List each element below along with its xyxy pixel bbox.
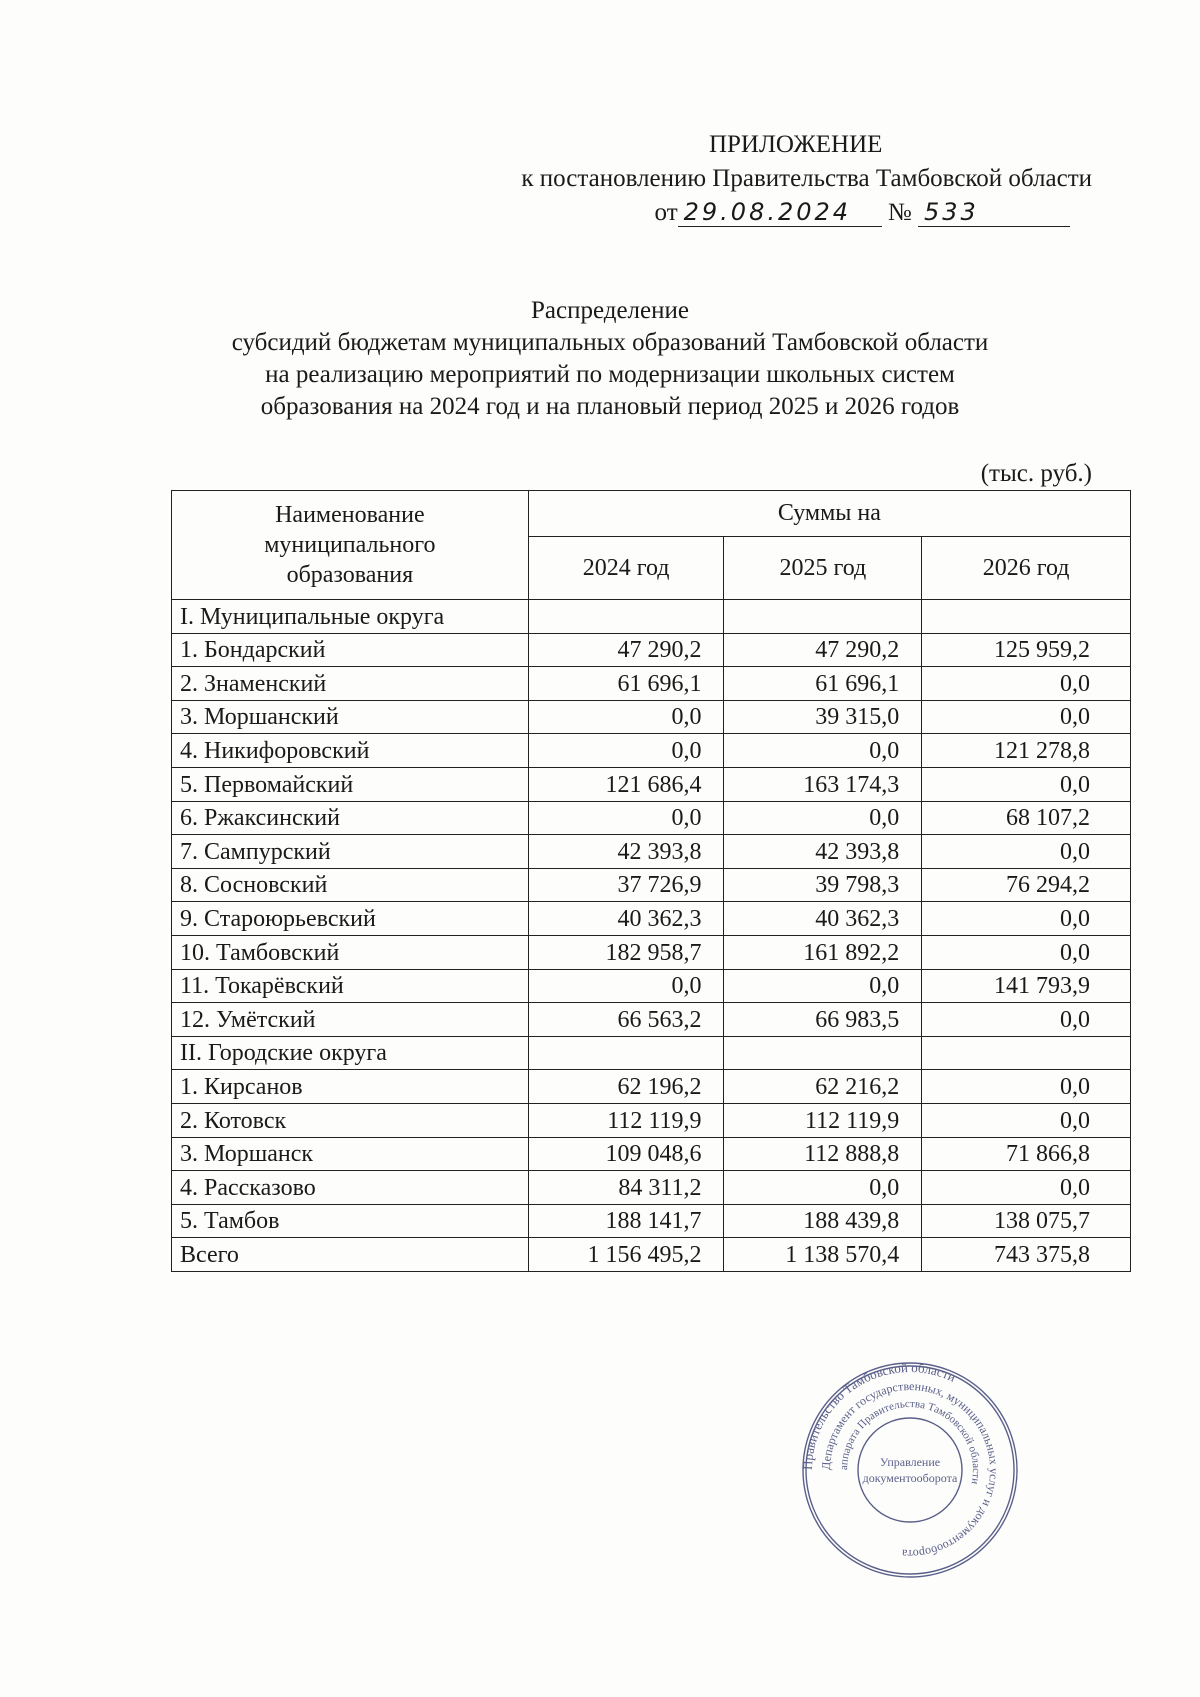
row-name: 4. Никифоровский xyxy=(172,734,529,768)
row-name: 3. Моршанский xyxy=(172,700,529,734)
col-header-2024: 2024 год xyxy=(528,537,724,600)
row-value-2025: 39 315,0 xyxy=(724,700,922,734)
row-name: 2. Знаменский xyxy=(172,667,529,701)
row-value-2025: 47 290,2 xyxy=(724,633,922,667)
row-name: I. Муниципальные округа xyxy=(172,600,529,634)
row-name: 10. Тамбовский xyxy=(172,935,529,969)
row-value-2026: 0,0 xyxy=(922,700,1131,734)
resolution-number: 533 xyxy=(918,198,1070,227)
row-value-2024: 37 726,9 xyxy=(528,868,724,902)
seal-center-line-2: документооборота xyxy=(862,1471,958,1485)
row-value-2025: 0,0 xyxy=(724,734,922,768)
row-value-2025: 188 439,8 xyxy=(724,1204,922,1238)
resolution-date: 29.08.2024 xyxy=(678,198,882,227)
row-name: 1. Кирсанов xyxy=(172,1070,529,1104)
table-row xyxy=(172,801,1131,835)
row-name: 5. Тамбов xyxy=(172,1204,529,1238)
appendix-label: ПРИЛОЖЕНИЕ xyxy=(708,131,883,158)
row-value-2025: 0,0 xyxy=(724,801,922,835)
row-value-2024: 47 290,2 xyxy=(528,633,724,667)
row-name: 2. Котовск xyxy=(172,1103,529,1137)
table-row xyxy=(172,1070,1131,1104)
row-value-2024: 182 958,7 xyxy=(528,935,724,969)
row-value-2024: 121 686,4 xyxy=(528,767,724,801)
row-value-2026: 76 294,2 xyxy=(922,868,1131,902)
seal-inner-text: аппарата Правительства Тамбовской области xyxy=(837,1397,983,1486)
row-value-2025: 0,0 xyxy=(724,969,922,1003)
row-value-2026 xyxy=(922,1036,1131,1070)
row-name: 1. Бондарский xyxy=(172,633,529,667)
col-header-2026: 2026 год xyxy=(922,537,1131,600)
row-value-2025: 61 696,1 xyxy=(724,667,922,701)
row-value-2024: 40 362,3 xyxy=(528,902,724,936)
table-row xyxy=(172,667,1131,701)
number-label: № xyxy=(887,199,912,226)
table-row xyxy=(172,935,1131,969)
table-row xyxy=(172,1238,1131,1272)
row-value-2026: 0,0 xyxy=(922,1003,1131,1037)
row-value-2026: 121 278,8 xyxy=(922,734,1131,768)
row-value-2026: 743 375,8 xyxy=(922,1238,1131,1272)
row-value-2024: 66 563,2 xyxy=(528,1003,724,1037)
table-row xyxy=(172,1171,1131,1205)
row-value-2024: 62 196,2 xyxy=(528,1070,724,1104)
row-value-2026: 0,0 xyxy=(922,1171,1131,1205)
row-value-2024: 84 311,2 xyxy=(528,1171,724,1205)
row-value-2025: 39 798,3 xyxy=(724,868,922,902)
row-name: 9. Староюрьевский xyxy=(172,902,529,936)
table-row xyxy=(172,734,1131,768)
row-value-2025: 0,0 xyxy=(724,1171,922,1205)
row-value-2024: 1 156 495,2 xyxy=(528,1238,724,1272)
row-name: 8. Сосновский xyxy=(172,868,529,902)
row-name: 11. Токарёвский xyxy=(172,969,529,1003)
row-name: 4. Рассказово xyxy=(172,1171,529,1205)
row-value-2024: 0,0 xyxy=(528,734,724,768)
title-line-1: Распределение xyxy=(531,297,689,324)
row-name: 5. Первомайский xyxy=(172,767,529,801)
row-value-2026: 0,0 xyxy=(922,767,1131,801)
title-line-2: субсидий бюджетам муниципальных образований Тамбовской области xyxy=(231,329,989,356)
row-value-2025: 112 888,8 xyxy=(724,1137,922,1171)
row-value-2024: 0,0 xyxy=(528,700,724,734)
row-value-2024: 42 393,8 xyxy=(528,835,724,869)
row-value-2025: 1 138 570,4 xyxy=(724,1238,922,1272)
row-value-2025 xyxy=(724,1036,922,1070)
col-header-sums: Суммы на xyxy=(528,491,1130,537)
seal-center-line-1: Управление xyxy=(879,1455,941,1469)
from-label: от xyxy=(654,199,678,226)
document-title xyxy=(170,295,1050,423)
row-value-2024: 112 119,9 xyxy=(528,1103,724,1137)
table-row xyxy=(172,1103,1131,1137)
seal-outer-text: Правительство Тамбовской области xyxy=(800,1360,959,1471)
col-header-name: Наименование муниципального образования xyxy=(172,491,529,600)
row-value-2026: 71 866,8 xyxy=(922,1137,1131,1171)
row-name: 6. Ржаксинский xyxy=(172,801,529,835)
row-value-2025: 112 119,9 xyxy=(724,1103,922,1137)
row-name: 12. Умётский xyxy=(172,1003,529,1037)
row-name: 3. Моршанск xyxy=(172,1137,529,1171)
unit-label: (тыс. руб.) xyxy=(980,460,1092,487)
row-value-2026: 0,0 xyxy=(922,902,1131,936)
table-row xyxy=(172,700,1131,734)
row-value-2026: 138 075,7 xyxy=(922,1204,1131,1238)
table-row xyxy=(172,1137,1131,1171)
table-row xyxy=(172,1036,1131,1070)
table-row xyxy=(172,600,1131,634)
row-value-2025: 42 393,8 xyxy=(724,835,922,869)
col-header-2025: 2025 год xyxy=(724,537,922,600)
row-value-2025 xyxy=(724,600,922,634)
row-value-2026: 0,0 xyxy=(922,1103,1131,1137)
table-row xyxy=(172,1204,1131,1238)
row-value-2026: 0,0 xyxy=(922,935,1131,969)
row-value-2025: 62 216,2 xyxy=(724,1070,922,1104)
row-value-2024: 0,0 xyxy=(528,801,724,835)
row-value-2025: 66 983,5 xyxy=(724,1003,922,1037)
row-value-2024 xyxy=(528,600,724,634)
title-line-4: образования на 2024 год и на плановый период 2025 и 2026 годов xyxy=(260,393,960,420)
resolution-reference: к постановлению Правительства Тамбовской области xyxy=(521,165,1092,192)
row-value-2026: 0,0 xyxy=(922,1070,1131,1104)
subsidy-table xyxy=(171,490,1131,1272)
row-value-2024 xyxy=(528,1036,724,1070)
title-line-3: на реализацию мероприятий по модернизации школьных систем xyxy=(265,361,955,388)
row-value-2024: 0,0 xyxy=(528,969,724,1003)
table-row xyxy=(172,1003,1131,1037)
row-value-2026 xyxy=(922,600,1131,634)
row-value-2026: 68 107,2 xyxy=(922,801,1131,835)
row-value-2026: 141 793,9 xyxy=(922,969,1131,1003)
row-value-2025: 40 362,3 xyxy=(724,902,922,936)
row-value-2024: 109 048,6 xyxy=(528,1137,724,1171)
table-row xyxy=(172,969,1131,1003)
row-name: 7. Сампурский xyxy=(172,835,529,869)
seal-middle-text: Департамент государственных, муниципальных услуг и документооборота xyxy=(818,1378,1002,1562)
appendix-header xyxy=(521,128,1092,230)
resolution-date-number xyxy=(521,196,1070,230)
row-name: II. Городские округа xyxy=(172,1036,529,1070)
table-row xyxy=(172,835,1131,869)
row-value-2026: 125 959,2 xyxy=(922,633,1131,667)
table-row xyxy=(172,633,1131,667)
row-value-2025: 161 892,2 xyxy=(724,935,922,969)
table-row xyxy=(172,902,1131,936)
official-seal xyxy=(800,1360,1020,1580)
row-value-2025: 163 174,3 xyxy=(724,767,922,801)
table-row xyxy=(172,767,1131,801)
row-name: Всего xyxy=(172,1238,529,1272)
table-row xyxy=(172,868,1131,902)
row-value-2024: 61 696,1 xyxy=(528,667,724,701)
row-value-2026: 0,0 xyxy=(922,667,1131,701)
row-value-2024: 188 141,7 xyxy=(528,1204,724,1238)
row-value-2026: 0,0 xyxy=(922,835,1131,869)
